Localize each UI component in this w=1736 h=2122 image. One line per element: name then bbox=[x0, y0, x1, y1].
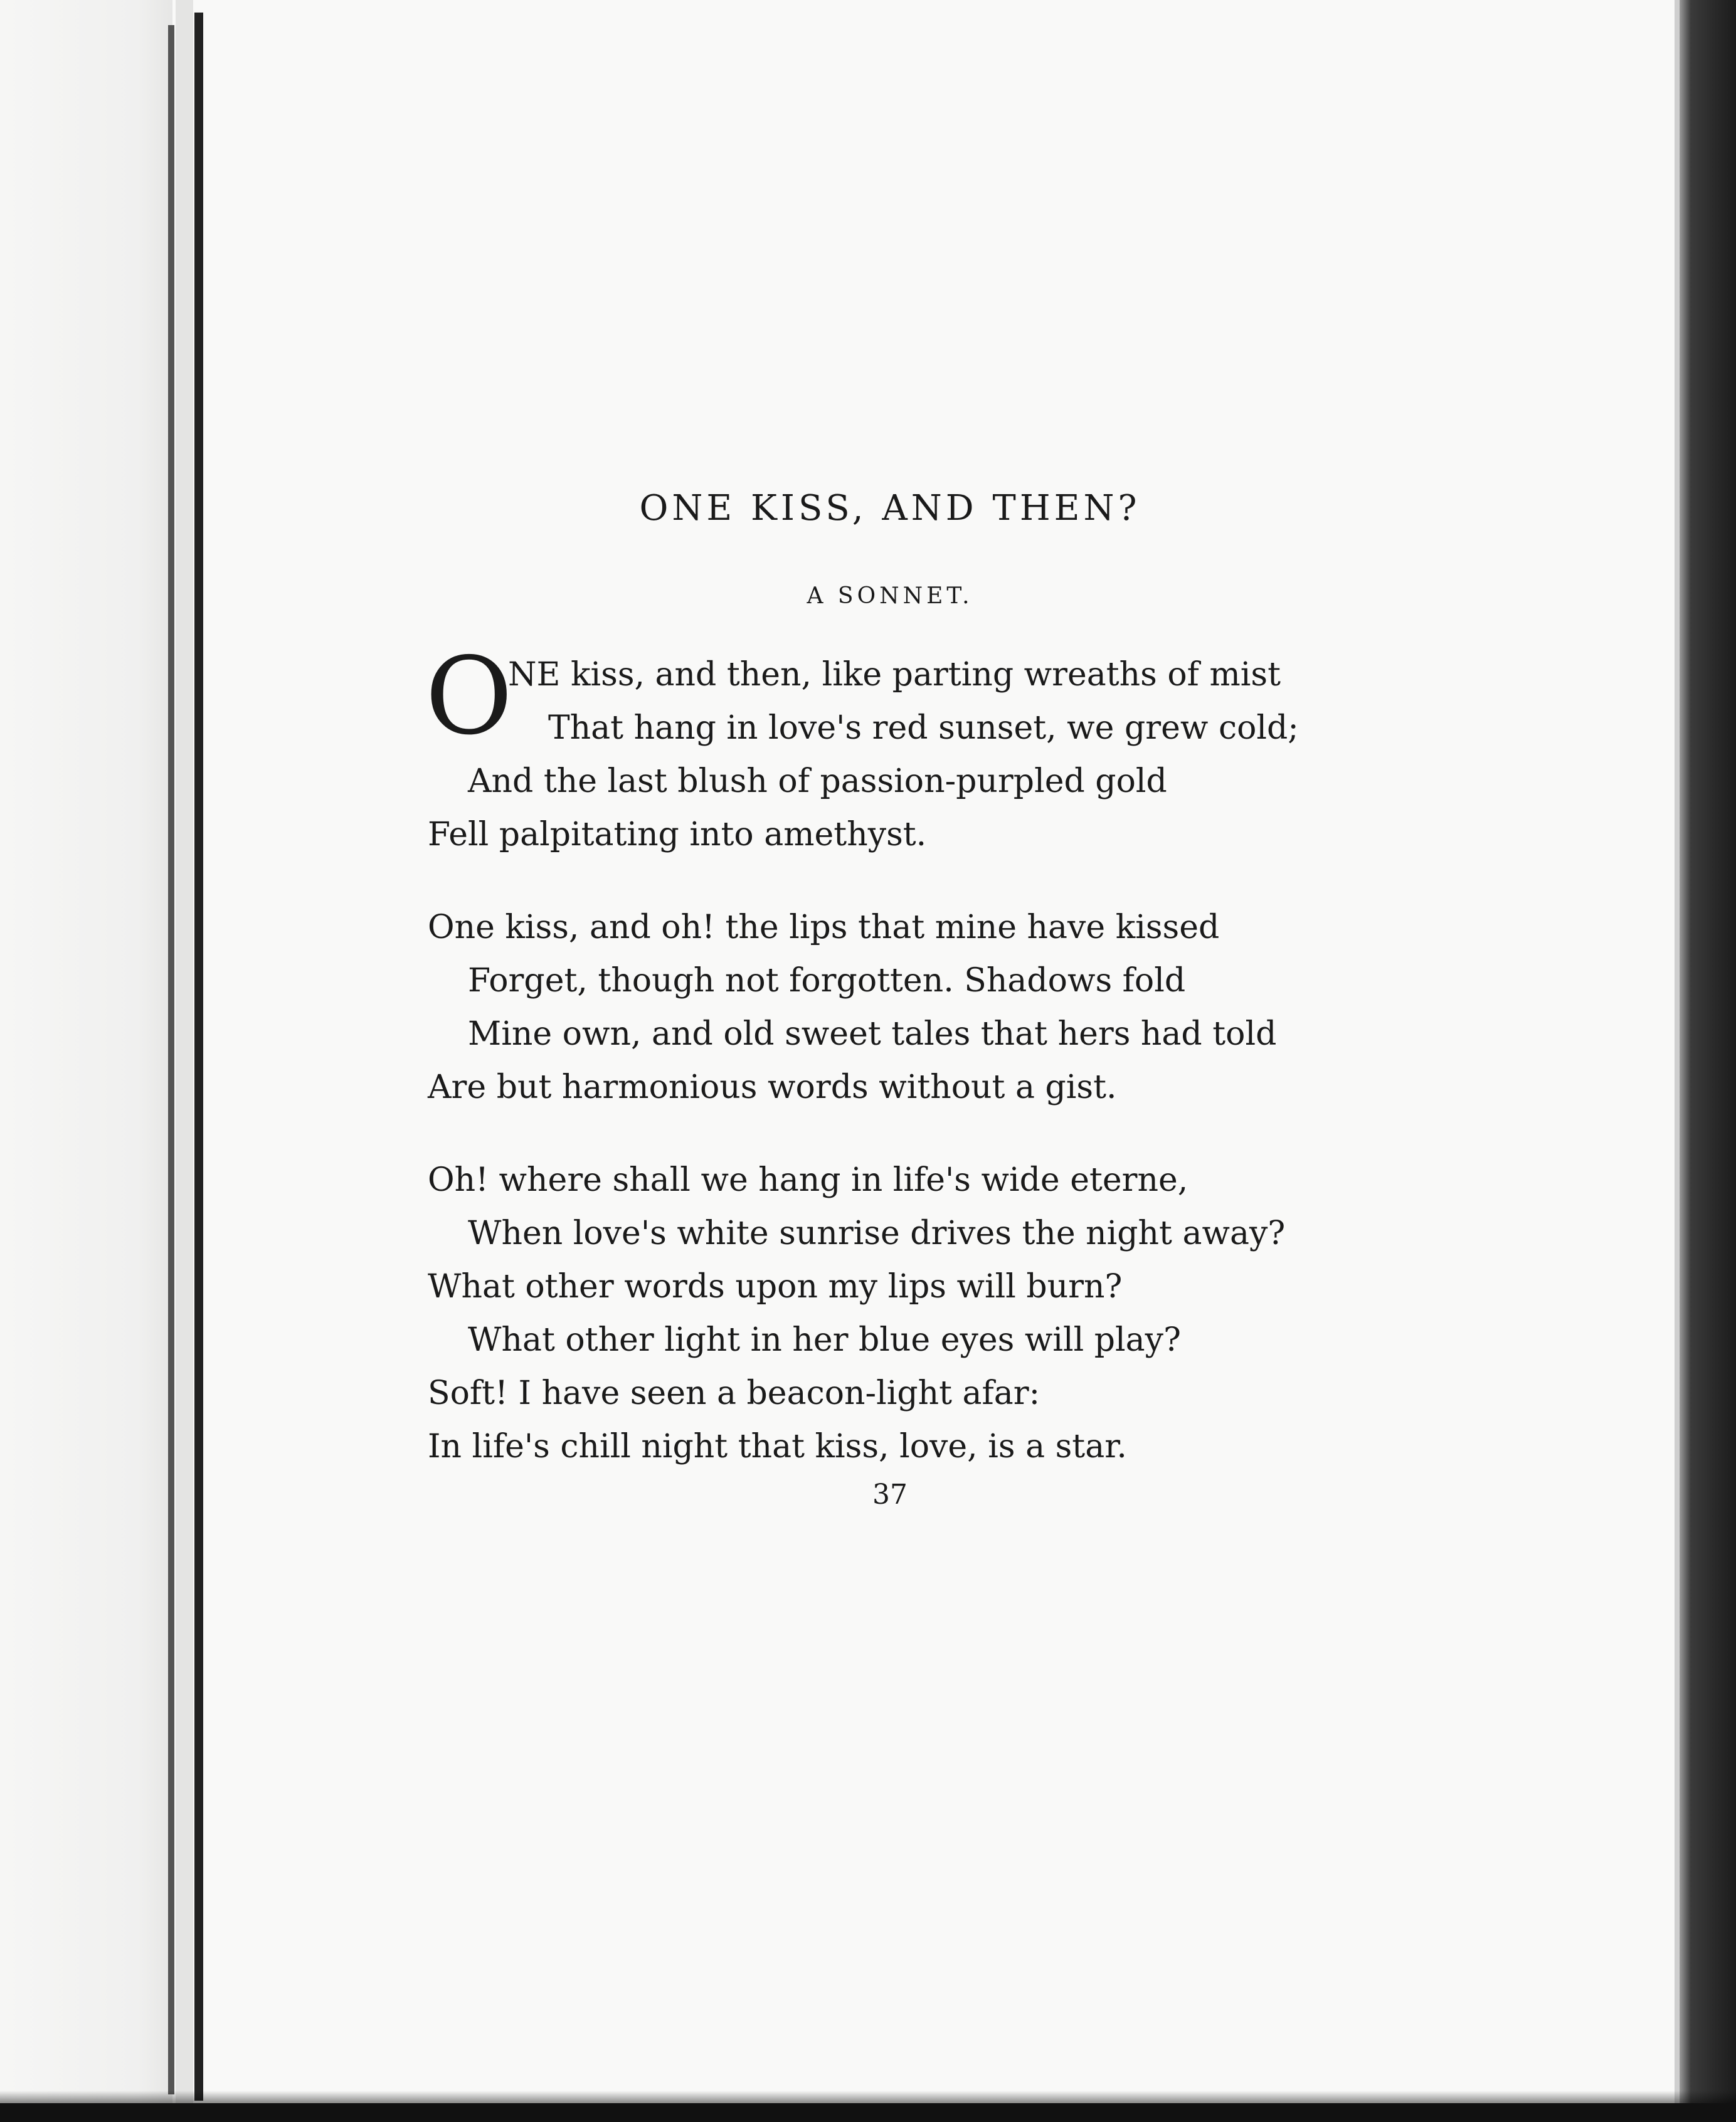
poem-line: When love's white sunrise drives the night away? bbox=[468, 1215, 1286, 1252]
stanza-2 bbox=[428, 901, 1394, 1114]
poem-line: And the last blush of passion-purpled gold bbox=[468, 763, 1167, 800]
binding-edge bbox=[194, 13, 203, 2101]
stanza-3 bbox=[428, 1154, 1394, 1474]
poem-subtitle: A SONNET. bbox=[807, 583, 973, 609]
poem-line: Soft! I have seen a beacon-light afar: bbox=[428, 1375, 1040, 1412]
book-cover-edge bbox=[1680, 0, 1736, 2122]
page-gutter bbox=[0, 0, 172, 2122]
poem-line: Oh! where shall we hang in life's wide eterne, bbox=[428, 1161, 1188, 1199]
poem-body bbox=[425, 635, 1394, 1513]
poem-line: Are but harmonious words without a gist. bbox=[428, 1069, 1117, 1106]
poem-line: One kiss, and oh! the lips that mine have kissed bbox=[428, 909, 1220, 946]
poem-line: What other words upon my lips will burn? bbox=[428, 1268, 1123, 1306]
bottom-shadow bbox=[0, 2091, 1736, 2103]
poem-line: Forget, though not forgotten. Shadows fold bbox=[468, 962, 1186, 1000]
drop-cap: O bbox=[425, 635, 513, 759]
poem-line: That hang in love's red sunset, we grew cold; bbox=[548, 709, 1299, 747]
poem-line: Fell palpitating into amethyst. bbox=[428, 816, 927, 853]
dropcap-row bbox=[425, 635, 1394, 759]
bottom-edge bbox=[0, 2103, 1736, 2122]
poem-line: In life's chill night that kiss, love, is a star. bbox=[428, 1428, 1127, 1465]
stanza-1 bbox=[425, 635, 1394, 862]
poem-line: What other light in her blue eyes will play? bbox=[468, 1321, 1181, 1359]
gutter-shadow bbox=[176, 0, 193, 2122]
binding-line bbox=[168, 25, 174, 2094]
poem-line: Mine own, and old sweet tales that hers had told bbox=[468, 1015, 1277, 1053]
poem-line: NE kiss, and then, like parting wreaths of mist bbox=[508, 656, 1281, 694]
poem-title: ONE KISS, AND THEN? bbox=[639, 488, 1141, 529]
page-number: 37 bbox=[872, 1479, 908, 1511]
